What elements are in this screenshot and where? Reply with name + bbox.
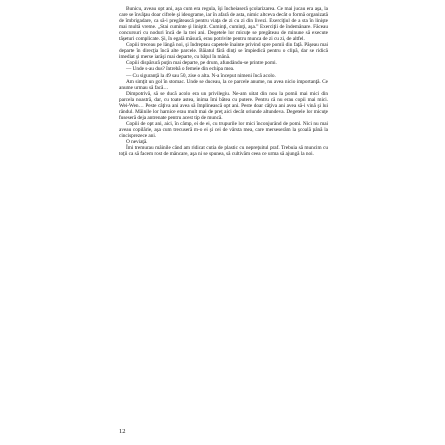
- dialogue-line: — Unde s-au dus? întrebă o femeie din echipa mea.: [126, 66, 235, 73]
- paragraph: Copiii dispărură puţin mai departe, pe drum, afundându-se printre pomi.: [126, 60, 277, 67]
- paragraph: Dimpotrivă, să se ducă acolo era un privilegiu. Ne-am uitat din nou la pomii mai mici din parcela noastră, dar, cu toate astea, inima îmi bătea cu putere. Pentru că nu erau copii mai mici. Wei-Wen… Peste câţiva ani avea să împlinească opt ani. Peste doar câţiva ani avea să-i vină şi lui rândul. Mâinile lor harnice erau mult mai de preţ aici decât oriunde altundeva. Degetele lor micuţe fuseseră deja antrenate pentru acest tip de muncă.: [119, 90, 328, 121]
- paragraph: Îmi tremurau mâinile când am ridicat cutia de plastic cu nepreţuitul praf. Trebuia să muncim cu toţii ca să facem rost de mâncare, aşa ni se spunea, să cultivăm ceea ce urma să ajungă la noi.: [119, 145, 328, 158]
- dialogue-line: — Cu siguranţă la 49 sau 50, zise o alta. N-a început nimeni încă acolo.: [126, 72, 276, 79]
- paragraph: Copiii treceau pe lângă noi, şi îndreptau capetele înainte privind spre pomii din faţă. Păşeau mai departe în direcţia încă alte parcele. Băiatul fără dinţi se împiedică pentru o clipă, dar se ridică imediat şi merse iarăşi mai departe, cu băţul în mână.: [119, 42, 328, 61]
- paragraph: Copiii de opt ani, aici, în câmp, ei de ei, cu trupurile lor mici înconjurând de pomi. Nici nu mai aveau copilărie, aşa cum trecuseră m-o ei şi cei de vârsta mea, care merseserăm la şcoală până la cincisprezece ani.: [119, 120, 328, 139]
- paragraph: O neviaţă.: [126, 139, 148, 146]
- paragraph: Bunicu, aveau opt ani, aşa cum era regula, îşi încheiaseră şcolarizarea. Ce mai jucau era aşa, la care se învăţau doar cifrele şi ideograme, iar în afară de asta, nimic altceva decât o formă organizată de îmbrigadare, ca să-i pregătească pentru viaţa de zi cu zi din livezi. Exerciţiul de a sta în linişte mai multă vreme. „Stai cuminte şi liniştit. Cuminţi, cuminţi, aşa.” Exerciţii de îndemânare. Făceau concursuri cu noduri încă de la trei ani. Degetele lor micuţe se pregăteau de minune să execute tăşeturi complicate. Şi, în egală măsură, erau potrivite pentru munca de zi cu zi, de altfel.: [119, 6, 328, 43]
- paragraph: Am simţit un gol în stomac. Unde se duceau, la ce parcele anume, nu avea nicio importanţă. Ce anume urmau să facă…: [119, 78, 328, 91]
- body-text: [119, 6, 328, 157]
- page-number: 12: [119, 428, 126, 435]
